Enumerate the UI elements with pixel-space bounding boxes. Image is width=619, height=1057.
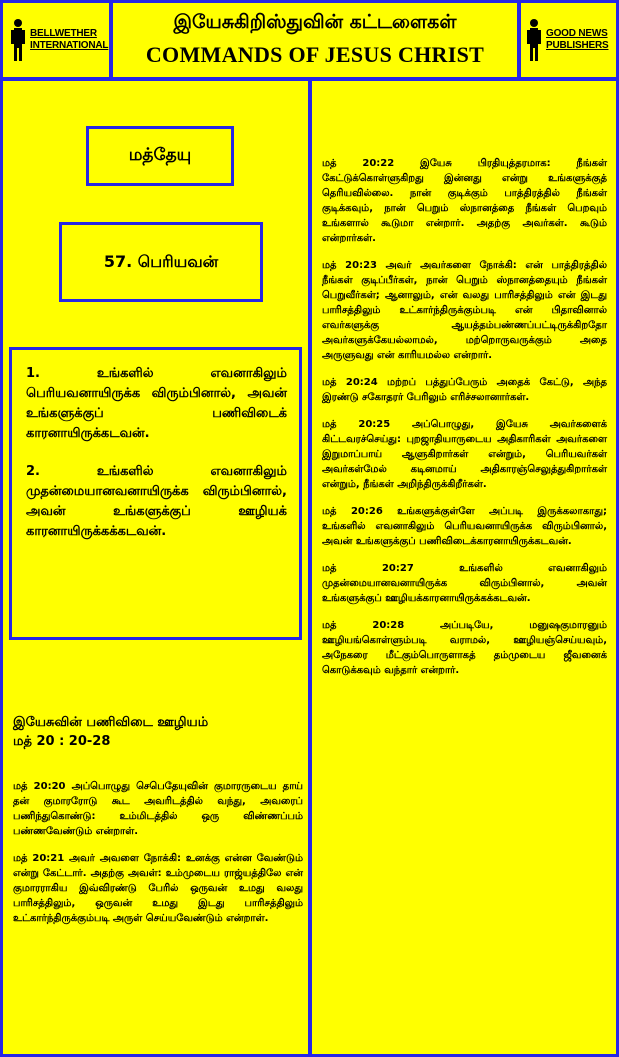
logo-right-text: GOOD NEWS PUBLISHERS <box>546 28 609 51</box>
left-column <box>3 81 308 1054</box>
verse: மத் 20:27 உங்களில் எவனாகிலும் முதன்மையானவனாயிருக்க விரும்பினால், அவன் உங்களுக்குப் ஊழியக்காரனாயிருக்கக்கடவன். <box>322 563 607 604</box>
title-tamil: இயேசுகிறிஸ்துவின் கட்டளைகள் <box>173 11 457 33</box>
verse: மத் 20:22 இயேசு பிரதியுத்தரமாக: நீங்கள் கேட்டுக்கொள்ளுகிறது இன்னது என்று உங்களுக்குத் தெரியவில்லை. நான் குடிக்கும் பாத்திரத்தில் நீங்கள் குடிக்கவும், நான் பெறும் ஸ்நானத்தை நீங்கள் பெறவும் உங்களால் கூடுமா என்றார். அதற்கு அவர்கள். கூடும் என்றார்கள். <box>322 158 607 244</box>
lesson-title: 57. பெரியவன் <box>59 222 263 302</box>
right-verses <box>322 156 607 690</box>
page-header <box>113 3 517 77</box>
publisher-logo-right <box>521 3 616 77</box>
verse: மத் 20:21 அவர் அவளை நோக்கி: உனக்கு என்ன வேண்டும் என்று கேட்டார். அதற்கு அவள்: உம்முடைய ராஜ்யத்திலே என் குமாரராகிய இவ்விரண்டு பேரில் ஒருவன் உமது வலது பாரிசத்திலும், ஒருவன் உமது இடது பாரிசத்திலும் உட்கார்ந்திருக்கும்படி அருள் செய்யவேண்டும் என்றாள். <box>13 853 303 924</box>
left-verses <box>13 779 303 938</box>
verse: மத் 20:26 உங்களுக்குள்ளே அப்படி இருக்கலாகாது; உங்களில் எவனாகிலும் பெரியவனாயிருக்க விரும்பினால், அவன் உங்களுக்குப் பணிவிடைக்காரனாயிருக்கடவன். <box>322 506 607 547</box>
verse: மத் 20:25 அப்பொழுது, இயேசு அவர்களைக் கிட்டவரச்செய்து: புறஜாதியாருடைய அதிகாரிகள் அவர்களை இறுமாப்பாய் ஆளுகிறார்கள் என்றும், பெரியவர்கள் அவர்கள்மேல் கடினமாய் அதிகாரஞ்செலுத்துகிறார்கள் என்றும், நீங்கள் அறிந்திருக்கிறீர்கள். <box>322 419 607 490</box>
verse: மத் 20:24 மற்றப் பத்துப்பேரும் அதைக் கேட்டு, அந்த இரண்டு சகோதரர் பேரிலும் எரிச்சலானார்கள். <box>322 377 607 403</box>
command-2: 2. உங்களில் எவனாகிலும் முதன்மையானவனாயிருக்க விரும்பினால், அவன் உங்களுக்குப் ஊழியக் காரனாயிருக்கக்கடவன். <box>26 464 287 539</box>
publisher-logo-left <box>3 3 109 77</box>
standing-figure-icon <box>525 18 543 62</box>
standing-figure-icon <box>9 18 27 62</box>
right-column <box>312 81 616 1054</box>
verse: மத் 20:28 அப்படியே, மனுஷகுமாரனும் ஊழியங்கொள்ளும்படி வராமல், ஊழியஞ்செய்யவும், அநேகரை மீட்கும்பொருளாகத் தம்முடைய ஜீவனைக் கொடுக்கவும் வந்தார் என்றார். <box>322 620 607 676</box>
commands-box <box>9 347 302 640</box>
title-english: COMMANDS OF JESUS CHRIST <box>145 42 485 67</box>
command-1: 1. உங்களில் எவனாகிலும் பெரியவனாயிருக்க விரும்பினால், அவன் உங்களுக்குப் பணிவிடைக் காரனாயிருக்கடவன். <box>26 366 287 441</box>
section-title: இயேசுவின் பணிவிடை ஊழியம் <box>13 715 209 730</box>
verse: மத் 20:20 அப்பொழுது செபெதேயுவின் குமாரருடைய தாய் தன் குமாரரோடு கூட அவரிடத்தில் வந்து, அவரைப் பணிந்துகொண்டு: உம்மிடத்தில் ஒரு விண்ணப்பம் பண்ணவேண்டும் என்றாள். <box>13 781 303 837</box>
section-heading <box>13 713 298 751</box>
section-reference: மத் 20 : 20-28 <box>13 734 111 749</box>
verse: மத் 20:23 அவர் அவர்களை நோக்கி: என் பாத்திரத்தில் நீங்கள் குடிப்பீர்கள், நான் பெறும் ஸ்நானத்தையும் நீங்கள் பெறுவீர்கள்; ஆனாலும், என் வலது பாரிசத்திலும் என் இடது பாரிசத்திலும் உட்கார்ந்திருக்கும்படி என் பிதாவினால் எவர்களுக்கு ஆயத்தம்பண்ணப்பட்டிருக்கிறதோ அவர்களுக்கேயல்லாமல், மற்றொருவருக்கும் அதை அருளுவது என் காரியமல்ல என்றார். <box>322 260 607 361</box>
logo-left-text: BELLWETHER INTERNATIONAL <box>30 28 109 51</box>
book-title: மத்தேயு <box>86 126 234 186</box>
